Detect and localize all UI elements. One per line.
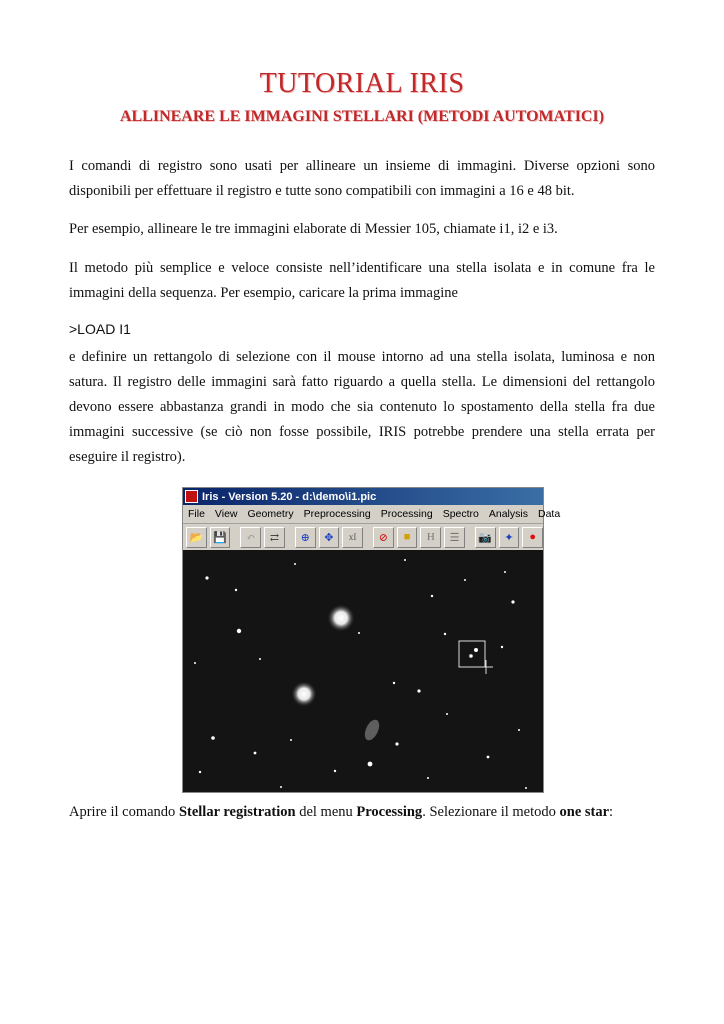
galaxy-ngc3384 — [291, 681, 317, 707]
camera-icon[interactable]: 📷 — [475, 527, 496, 548]
undo-icon[interactable]: ↶ — [240, 527, 261, 548]
menu-spectro[interactable]: Spectro — [442, 508, 479, 520]
zoom-in-icon[interactable]: ⊕ — [295, 527, 316, 548]
window-title: Iris - Version 5.20 - d:\demo\i1.pic — [202, 490, 377, 503]
instr-stellar-registration: Stellar registration — [178, 804, 296, 820]
toolbar — [183, 524, 543, 550]
star-field-image — [183, 550, 543, 792]
instr-post: : — [609, 804, 614, 820]
paragraph-instruction — [69, 800, 655, 825]
folder-open-icon[interactable]: 📂 — [186, 527, 207, 548]
instr-processing: Processing — [356, 804, 423, 820]
image-viewer[interactable] — [183, 550, 543, 792]
window-titlebar — [183, 488, 543, 505]
menu-processing[interactable]: Processing — [380, 508, 433, 520]
move-icon[interactable]: ✥ — [319, 527, 340, 548]
paragraph-method: Il metodo più semplice e veloce consiste nell’identificare una stella isolata e in comune fra le immagini della sequenza. Per esempio, caricare la prima immagine — [69, 260, 655, 301]
stop-icon[interactable]: ⊘ — [373, 527, 394, 548]
menu-file[interactable]: File — [188, 508, 205, 520]
palette-icon[interactable]: ■ — [397, 527, 418, 548]
app-icon — [185, 490, 198, 503]
paragraph-example: Per esempio, allineare le tre immagini elaborate di Messier 105, chiamate i1, i2 e i3. — [69, 221, 558, 237]
navigate-icon[interactable]: ✦ — [499, 527, 520, 548]
instr-pre: Aprire il comando — [69, 804, 179, 820]
save-icon[interactable]: 💾 — [210, 527, 231, 548]
menu-data[interactable]: Data — [537, 508, 561, 520]
threshold-icon[interactable]: ⇄ — [264, 527, 285, 548]
iris-window-screenshot — [182, 487, 561, 793]
zoom-factor-icon[interactable]: xI — [342, 527, 363, 548]
histogram-icon[interactable]: H — [420, 527, 441, 548]
menubar — [183, 505, 561, 524]
paragraph-selection: e definire un rettangolo di selezione con il mouse intorno ad una stella isolata, luminosa e non satura. Il registro delle immagini sarà fatto riguardo a quella stella. Le dimensioni del rettangolo devono essere abbastanza grandi in modo che sia contenuto lo spostamento della stella fra due immagini successive (se ciò non fosse possibile, IRIS potrebbe prendere una stella errata per eseguire il registro). — [69, 349, 655, 465]
page-title: TUTORIAL IRIS — [259, 68, 465, 99]
galaxy-m105 — [327, 604, 355, 632]
menu-geometry[interactable]: Geometry — [247, 508, 294, 520]
command-line: >LOAD I1 — [69, 321, 131, 337]
instr-one-star: one star — [559, 804, 610, 820]
paragraph-intro: I comandi di registro sono usati per allineare un insieme di immagini. Diverse opzioni sono disponibili per effettuare il registro e tutte sono compatibili con immagini a 16 e 48 bit. — [69, 158, 655, 199]
instr-mid2: . Selezionare il metodo — [422, 804, 560, 820]
instr-mid1: del menu — [295, 804, 357, 820]
page-subtitle: ALLINEARE LE IMMAGINI STELLARI (METODI AUTOMATICI) — [119, 108, 605, 125]
menu-preprocessing[interactable]: Preprocessing — [303, 508, 371, 520]
record-icon[interactable]: ● — [522, 527, 543, 548]
menu-view[interactable]: View — [214, 508, 238, 520]
list-icon[interactable]: ☰ — [444, 527, 465, 548]
menu-analysis[interactable]: Analysis — [488, 508, 528, 520]
